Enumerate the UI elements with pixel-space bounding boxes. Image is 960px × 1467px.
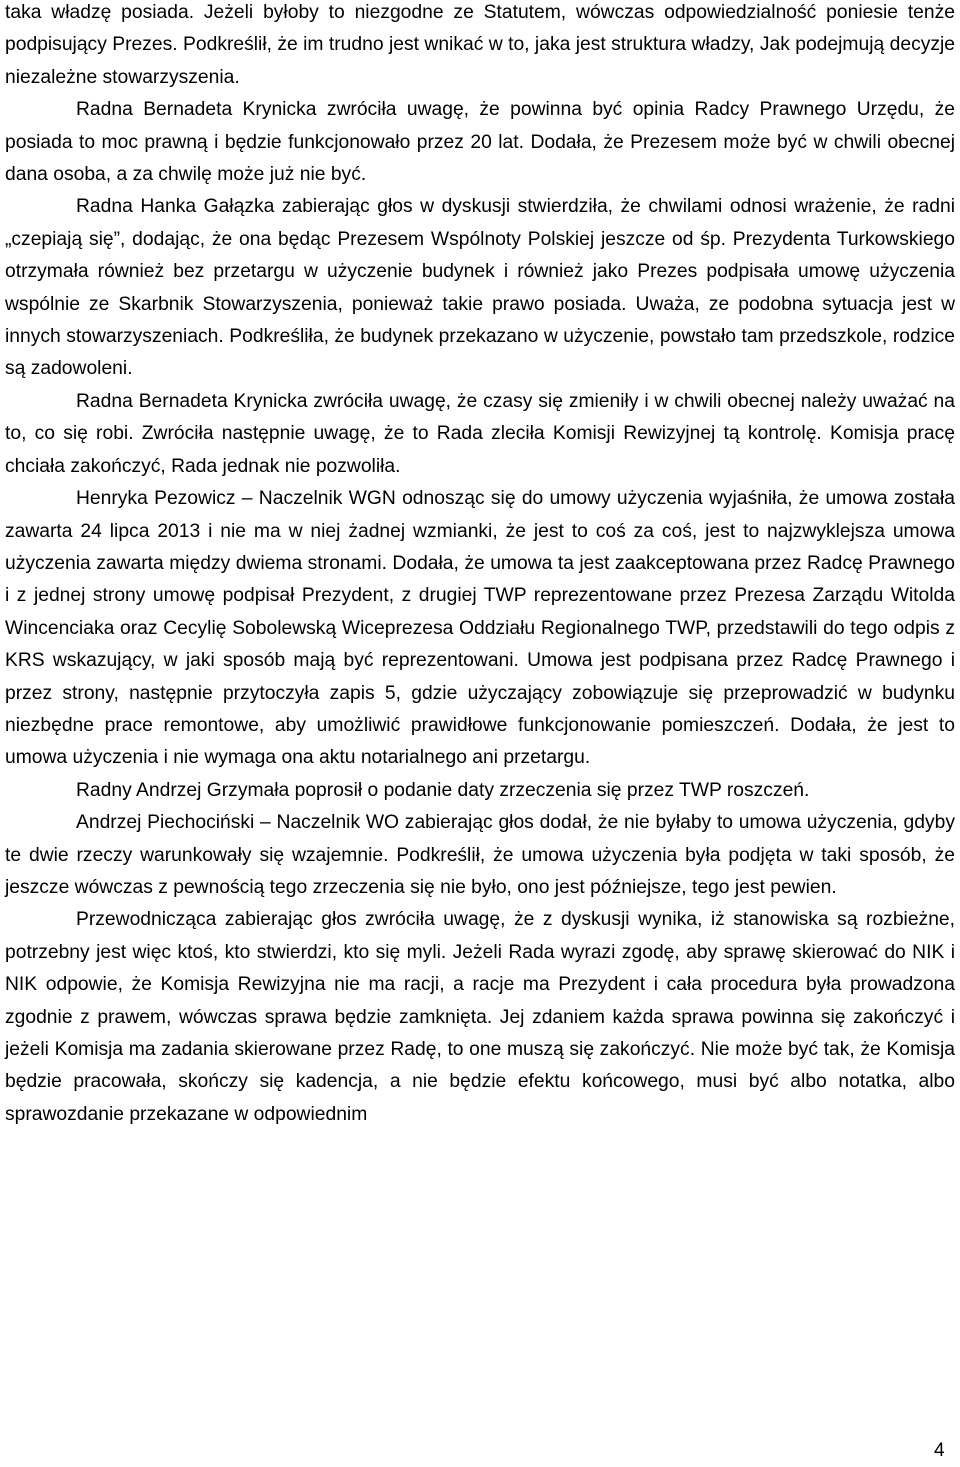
paragraph-grzymala: Radny Andrzej Grzymała poprosił o podanie daty zrzeczenia się przez TWP roszczeń. — [76, 779, 810, 801]
paragraph-krynicka-times: Radna Bernadeta Krynicka zwróciła uwagę, że czasy się zmieniły i w chwili obecnej należy uważać na to, co się robi. Zwróciła następnie uwagę, że to Rada zleciła Komisji Rewizyjnej tą kontrolę. Komisja pracę chciała zakończyć, Rada jednak nie pozwoliła. — [5, 390, 955, 477]
paragraph-continuation: taka władzę posiada. Jeżeli byłoby to niezgodne ze Statutem, wówczas odpowiedzialność poniesie tenże podpisujący Prezes. Podkreślił, że im trudno jest wnikać w to, jaka jest struktura władzy, Jak podejmują decyzje niezależne stowarzyszenia. — [5, 2, 955, 88]
paragraph-przewodniczaca: Przewodnicząca zabierając głos zwróciła uwagę, że z dyskusji wynika, iż stanowiska są rozbieżne, potrzebny jest więc ktoś, kto stwierdzi, kto się myli. Jeżeli Rada wyrazi zgodę, aby sprawę skierować do NIK i NIK odpowie, że Komisja Rewizyjna nie ma racji, a racje ma Prezydent i cała procedura była prowadzona zgodnie z prawem, wówczas sprawa będzie zamknięta. Jej zdaniem każda sprawa powinna się zakończyć i jeżeli Komisja ma zadania skierowane przez Radę, to one muszą się zakończyć. Nie może być tak, że Komisja będzie pracowała, skończy się kadencja, a nie będzie efektu końcowego, musi być albo notatka, albo sprawozdanie przekazane w odpowiednim — [5, 909, 955, 1125]
paragraph-galazka: Radna Hanka Gałązka zabierając głos w dyskusji stwierdziła, że chwilami odnosi wrażenie, że radni „czepiają się”, dodając, że ona będąc Prezesem Wspólnoty Polskiej jeszcze od śp. Prezydenta Turkowskiego otrzymała również bez przetargu w użyczenie budynek i również jako Prezes podpisała umowę użyczenia wspólnie ze Skarbnik Stowarzyszenia, ponieważ takie prawo posiada. Uważa, ze podobna sytuacja jest w innych stowarzyszeniach. Podkreśliła, że budynek przekazano w użyczenie, powstało tam przedszkole, rodzice są zadowoleni. — [5, 196, 955, 380]
document-page — [5, 0, 955, 1131]
page-number: 4 — [934, 1440, 945, 1461]
paragraph-krynicka-opinion: Radna Bernadeta Krynicka zwróciła uwagę, że powinna być opinia Radcy Prawnego Urzędu, że posiada to moc prawną i będzie funkcjonowało przez 20 lat. Dodała, że Prezesem może być w chwili obecnej dana osoba, a za chwilę może już nie być. — [5, 99, 955, 186]
paragraph-pezowicz: Henryka Pezowicz – Naczelnik WGN odnosząc się do umowy użyczenia wyjaśniła, że umowa została zawarta 24 lipca 2013 i nie ma w niej żadnej wzmianki, że jest to coś za coś, jest to najzwyklejsza umowa użyczenia zawarta między dwiema stronami. Dodała, że umowa ta jest zaakceptowana przez Radcę Prawnego i z jednej strony umowę podpisał Prezydent, z drugiej TWP reprezentowane przez Prezesa Zarządu Witolda Wincenciaka oraz Cecylię Sobolewską Wiceprezesa Oddziału Regionalnego TWP, przedstawili do tego odpis z KRS wskazujący, w jaki sposób mają być reprezentowani. Umowa jest podpisana przez Radcę Prawnego i przez strony, następnie przytoczyła zapis 5, gdzie użyczający zobowiązuje się przeprowadzić w budynku niezbędne prace remontowe, aby umożliwić prawidłowe funkcjonowanie pomieszczeń. Dodała, że jest to umowa użyczenia i nie wymaga ona aktu notarialnego ani przetargu. — [5, 488, 955, 769]
paragraph-piechocinski: Andrzej Piechociński – Naczelnik WO zabierając głos dodał, że nie byłaby to umowa użyczenia, gdyby te dwie rzeczy warunkowały się wzajemnie. Podkreślił, że umowa użyczenia była podjęta w taki sposób, że jeszcze wówczas z pewnością tego zrzeczenia się nie było, ono jest późniejsze, tego jest pewien. — [5, 812, 955, 898]
